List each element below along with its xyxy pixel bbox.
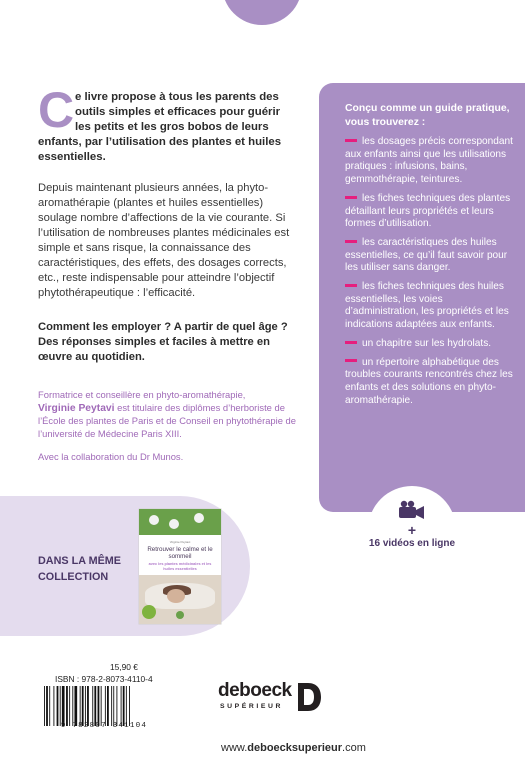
dropcap-letter: C: [38, 82, 75, 138]
flower-icon: [194, 513, 204, 523]
book-cover-plants-image: [139, 509, 221, 535]
publisher-subtitle: SUPÉRIEUR: [220, 703, 284, 710]
video-camera-icon: [398, 500, 426, 520]
dash-bullet-icon: [345, 359, 357, 362]
video-plus-sign: +: [407, 522, 417, 538]
features-list: [345, 136, 517, 413]
collection-label: DANS LA MÊME COLLECTION: [38, 555, 121, 583]
author-bio-line2: est titulaire des diplômes d’herboriste de l’École des plantes de Paris et de Conseil en phytothérapie de l’université de Médecine Paris XIII.: [38, 401, 296, 439]
question-paragraph: Comment les employer ? A partir de quel âge ? Des réponses simples et faciles à mettre en œuvre au quotidien.: [38, 321, 288, 363]
features-list-item: les fiches techniques des huiles essentielles, les voies d’administration, les propriétés et les indications adaptées aux enfants.: [345, 281, 509, 331]
features-list-item: les caractéristiques des huiles essentielles, ce qu’il faut savoir pour les utiliser sans danger.: [345, 236, 508, 274]
body-paragraph: Depuis maintenant plusieurs années, la phyto-aromathérapie (plantes et huiles essentielles) soulage nombre d’affections de la vie courante. Si l’utilisation de nombreuses plantes médicinales est simple et sans risque, la connaissance des caractéristiques, des effets, des dosages corrects, etc., reste indispensable pour atteindre l’objectif phytothérapeutique : l’efficacité.: [38, 182, 290, 299]
sleeping-child-face: [167, 589, 185, 603]
author-name: Virginie Peytavi: [38, 402, 115, 414]
publisher-logo: [218, 680, 330, 724]
isbn: ISBN : 978-2-8073-4110-4: [55, 674, 153, 684]
author-bio-line1: Formatrice et conseillère en phyto-aromathérapie,: [38, 389, 246, 400]
features-list-item: les fiches techniques des plantes détaillant leurs propriétés et leurs formes d’utilisation.: [345, 192, 511, 230]
price-block: [38, 662, 170, 732]
decorative-circle-top: [222, 0, 302, 25]
book-title: Retrouver le calme et le sommeil: [147, 546, 213, 561]
author-collaboration: Avec la collaboration du Dr Munos.: [38, 451, 184, 462]
publisher-name: deboeck: [218, 680, 292, 701]
related-book-cover: [139, 509, 221, 624]
dash-bullet-icon: [345, 240, 357, 243]
price: 15,90 €: [110, 662, 138, 672]
publisher-website[interactable]: www.deboecksuperieur.com: [221, 742, 366, 754]
dash-bullet-icon: [345, 284, 357, 287]
publisher-d-icon: [296, 682, 322, 712]
features-list-item: un chapitre sur les hydrolats.: [345, 338, 517, 351]
features-panel: [319, 83, 525, 512]
author-bio: [38, 389, 308, 440]
dash-bullet-icon: [345, 139, 357, 142]
features-list-item: un répertoire alphabétique des troubles courants rencontrés chez les enfants et des solutions en phyto-aromathérapie.: [345, 356, 513, 406]
barcode-image: [42, 686, 162, 726]
flower-icon: [149, 515, 159, 525]
flower-icon: [169, 519, 179, 529]
publisher-logo-icon: [176, 611, 184, 619]
book-author: Virginie Peytavi: [169, 540, 191, 544]
video-count-text: 16 vidéos en ligne: [368, 538, 456, 549]
barcode-number: 9 782807 341104: [60, 722, 148, 730]
dash-bullet-icon: [345, 196, 357, 199]
book-subtitle: avec les plantes médicinales et les huiles essentielles: [148, 562, 212, 571]
intro-paragraph: [38, 82, 296, 165]
dash-bullet-icon: [345, 341, 357, 344]
book-badge-icon: [142, 605, 156, 619]
features-list-item: les dosages précis correspondant aux enfants ainsi que les utilisations pratiques : infusions, bains, gemmothérapie, teintures.: [345, 136, 513, 186]
features-panel-title: Conçu comme un guide pratique, vous trouverez :: [345, 103, 510, 128]
intro-text: e livre propose à tous les parents des outils simples et efficaces pour guérir les petits et les gros bobos de leurs enfants, par l’utilisation des plantes et huiles essentielles.: [38, 91, 282, 163]
